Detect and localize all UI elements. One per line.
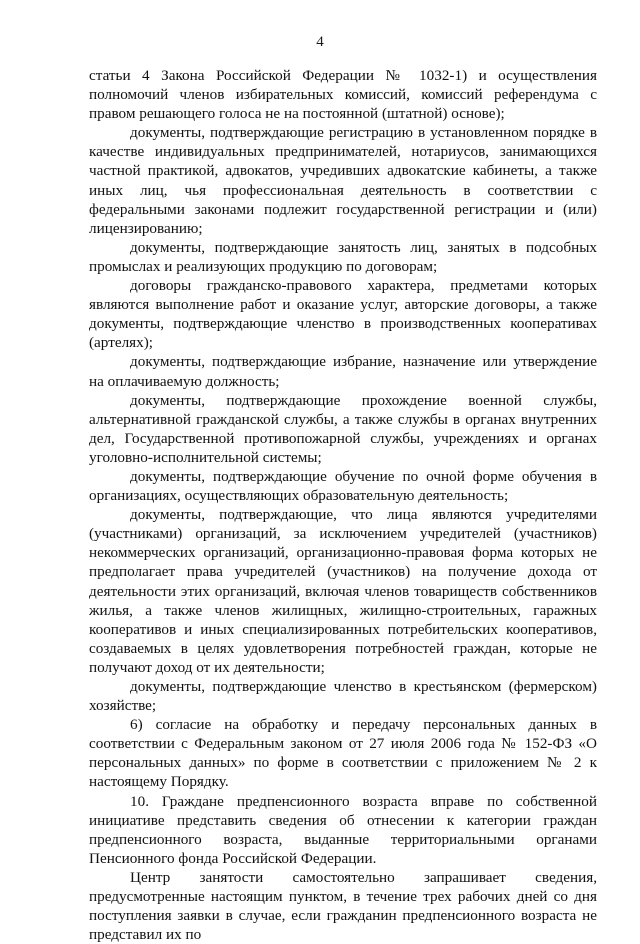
paragraph-11: 10. Граждане предпенсионного возраста вправе по собственной инициативе представить сведения об отнесении к категории граждан предпенсионного возраста, выданные территориальными органами Пенсионного фонда Российской Федерации.	[89, 792, 597, 867]
paragraph-7: документы, подтверждающие обучение по очной форме обучения в организациях, осуществляющих образовательную деятельность;	[89, 467, 597, 505]
paragraph-6: документы, подтверждающие прохождение военной службы, альтернативной гражданской службы, а также службы в органах внутренних дел, Государственной противопожарной службы, учреждениях и органах уголовно-исполнительной системы;	[89, 391, 597, 466]
paragraph-2: документы, подтверждающие регистрацию в установленном порядке в качестве индивидуальных предпринимателей, нотариусов, занимающихся частной практикой, адвокатов, учредивших адвокатские кабинеты, а также иных лиц, чья профессиональная деятельность в соответствии с федеральными законами подлежит государственной регистрации и (или) лицензированию;	[89, 124, 597, 237]
page-number: 4	[316, 34, 324, 50]
paragraph-4: договоры гражданско-правового характера, предметами которых являются выполнение работ и оказание услуг, авторские договоры, а также документы, подтверждающие членство в производственных кооперативах (артелях);	[89, 277, 597, 352]
paragraph-5: документы, подтверждающие избрание, назначение или утверждение на оплачиваемую должность;	[89, 353, 597, 390]
paragraph-10: 6) согласие на обработку и передачу персональных данных в соответствии с Федеральным законом от 27 июля 2006 года № 152-ФЗ «О персональных данных» по форме в соответствии с приложением № 2 к настоящему Порядку.	[89, 716, 597, 791]
document-body	[89, 66, 597, 944]
paragraph-3: документы, подтверждающие занятость лиц, занятых в подсобных промыслах и реализующих продукцию по договорам;	[89, 238, 597, 275]
paragraph-1: статьи 4 Закона Российской Федерации № 1032-1) и осуществления полномочий членов избирательных комиссий, комиссий референдума с правом решающего голоса не на постоянной (штатной) основе);	[89, 67, 597, 123]
paragraph-9: документы, подтверждающие членство в крестьянском (фермерском) хозяйстве;	[89, 678, 597, 715]
paragraph-12: Центр занятости самостоятельно запрашивает сведения, предусмотренные настоящим пунктом, в течение трех рабочих дней со дня поступления заявки в случае, если гражданин предпенсионного возраста не представил их по	[89, 868, 597, 944]
paragraph-8: документы, подтверждающие, что лица являются учредителями (участниками) организаций, за исключением учредителей (участников) некоммерческих организаций, организационно-правовая форма которых не предполагает права учредителей (участников) на получение дохода от деятельности этих организаций, включая членов товариществ собственников жилья, а также членов жилищных, жилищно-строительных, гаражных кооперативов и иных специализированных потребительских кооперативов, создаваемых в целях удовлетворения потребностей граждан, которые не получают доход от их деятельности;	[89, 506, 597, 676]
